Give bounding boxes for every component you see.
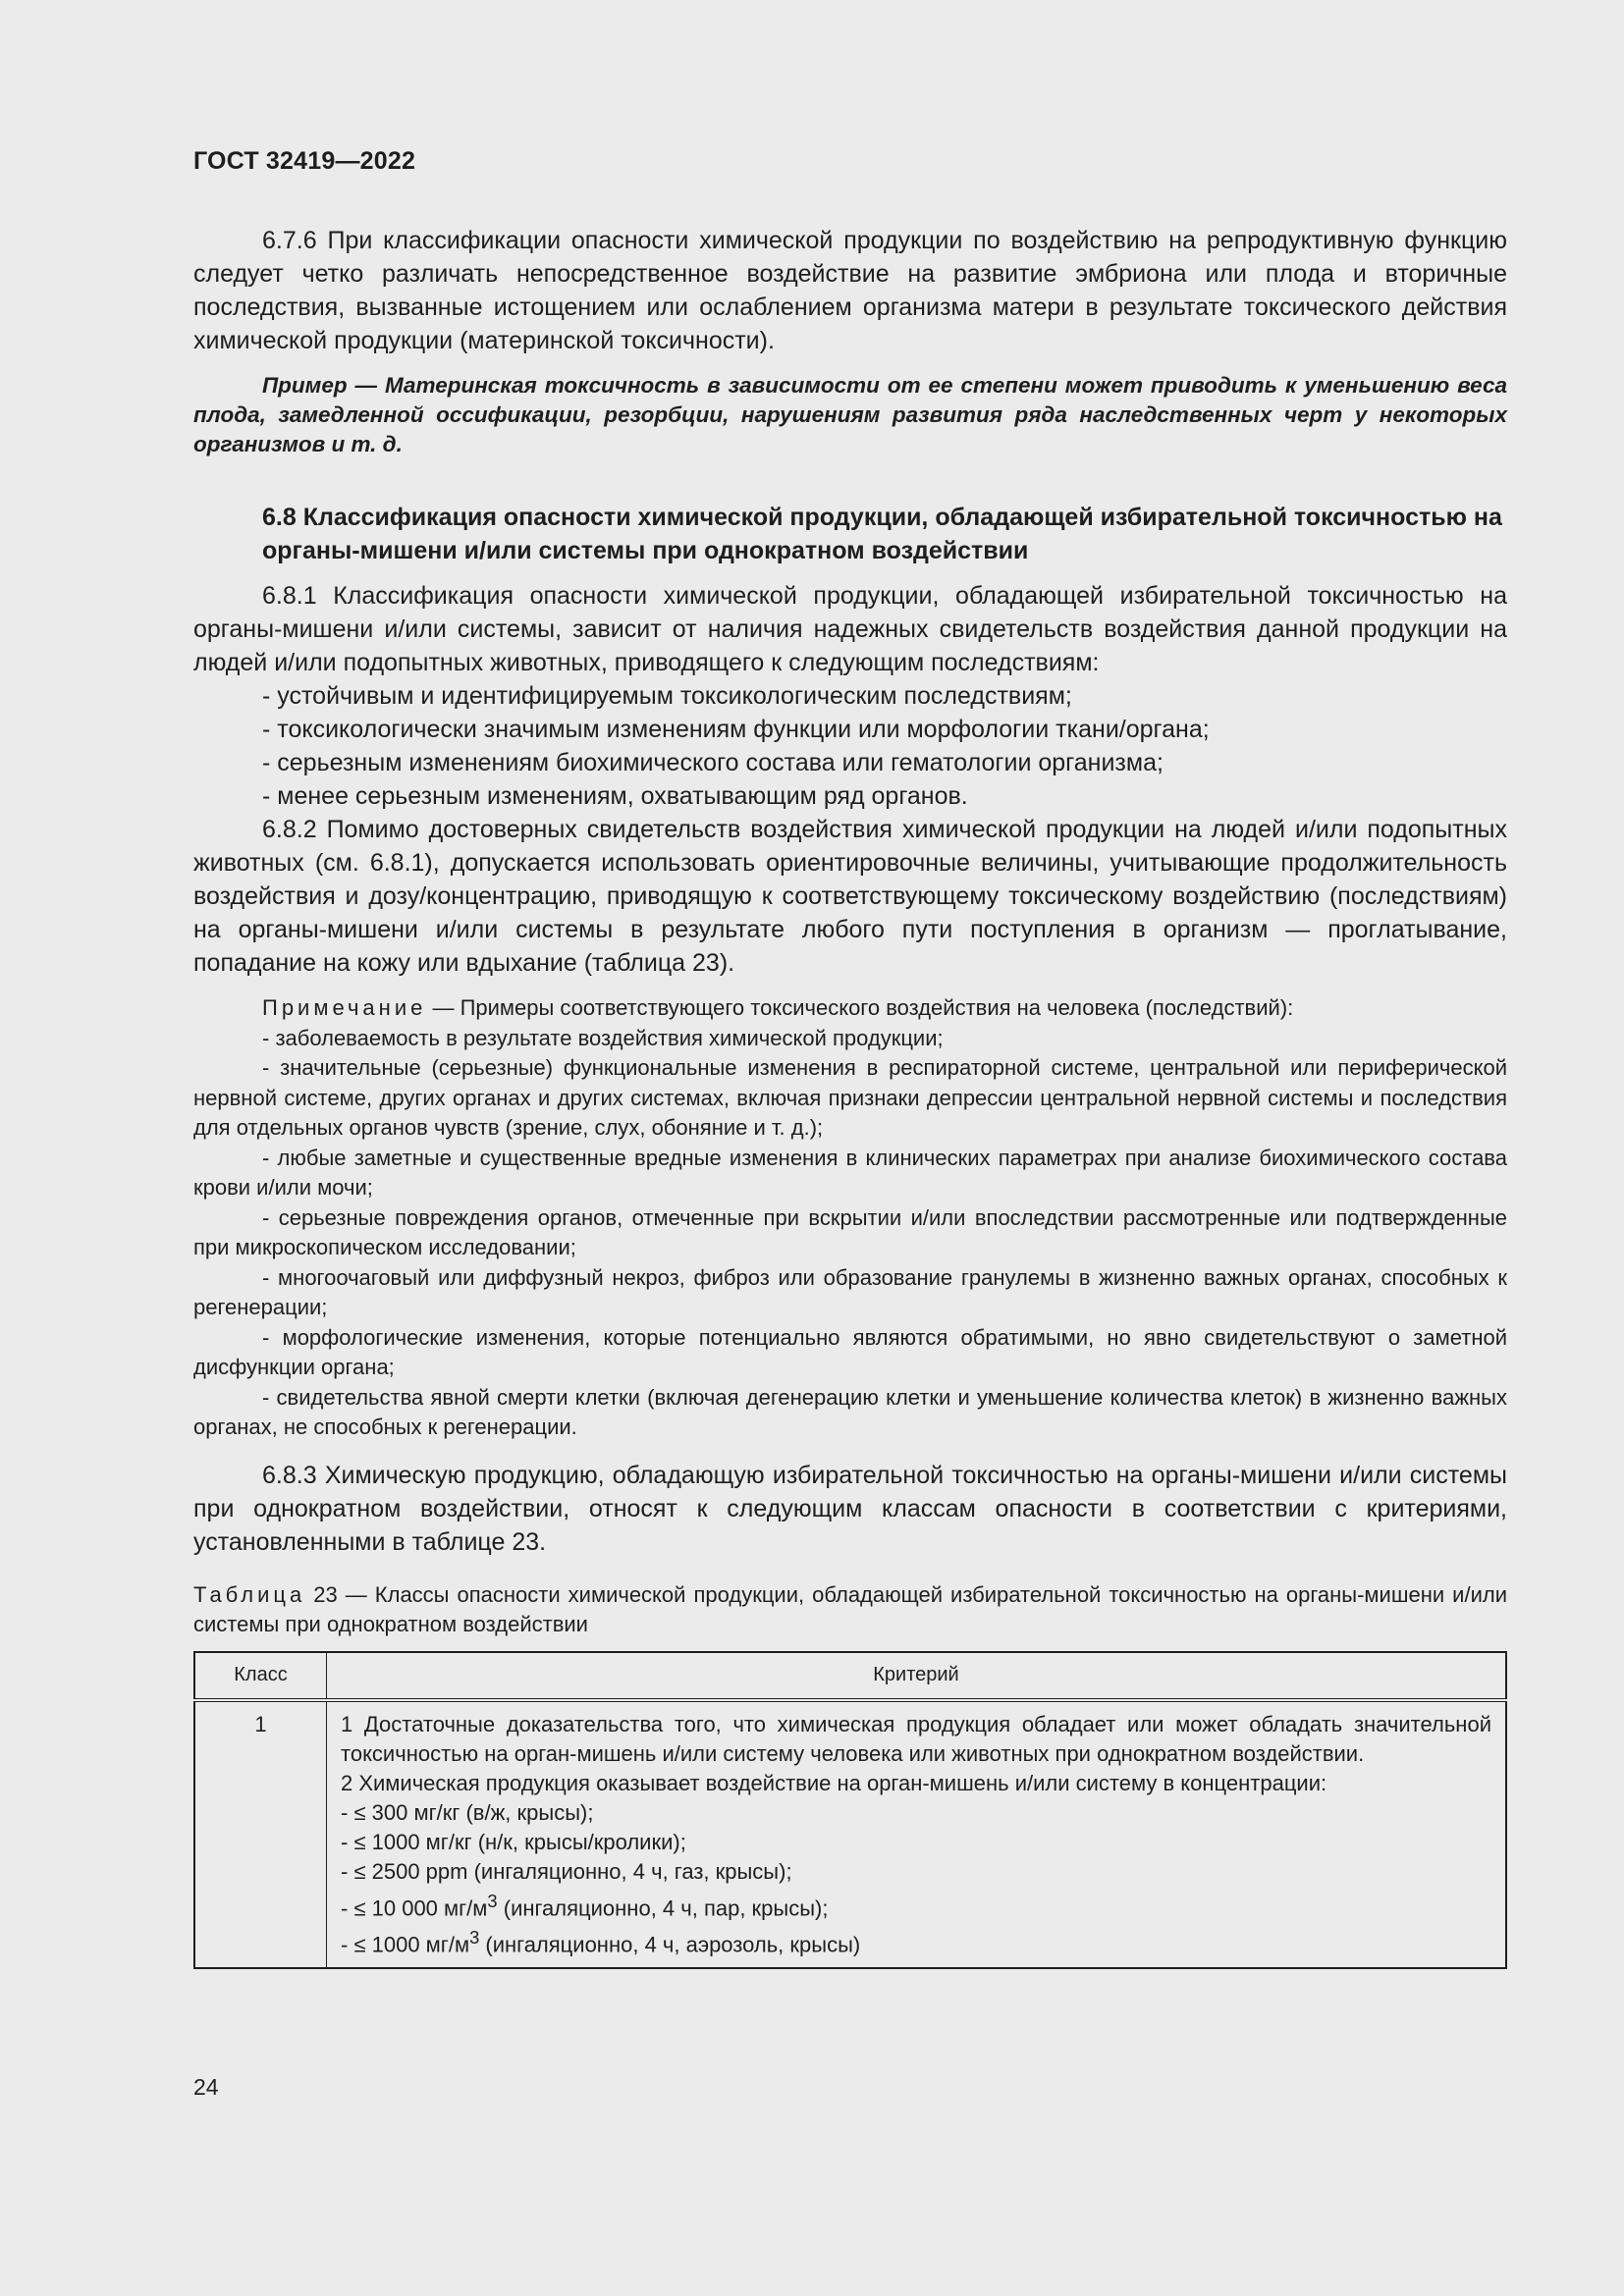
column-header-criterion: Критерий <box>327 1652 1507 1700</box>
paragraph-6-8-1: 6.8.1 Классификация опасности химической продукции, обладающей избирательной токсичностью на органы-мишени и/или системы, зависит от наличия надежных свидетельств воздействия данной продукции на людей и/или подопытных животных, приводящего к следующим последствиям: <box>193 582 1507 676</box>
criterion-item-text: - ≤ 1000 мг/м <box>341 1932 470 1957</box>
note-intro-text: — Примеры соответствующего токсического воздействия на человека (последствий): <box>426 995 1294 1020</box>
page-number: 24 <box>193 2074 219 2100</box>
note-label: Примечание <box>262 995 427 1020</box>
criterion-item-text: - ≤ 10 000 мг/м <box>341 1895 488 1920</box>
criterion-item-text: (ингаляционно, 4 ч, пар, крысы); <box>497 1895 829 1920</box>
list-item: - устойчивым и идентифицируемым токсикологическим последствиям; <box>262 682 1072 710</box>
table-header-row <box>194 1652 1506 1700</box>
list-item: - токсикологически значимым изменениям функции или морфологии ткани/органа; <box>262 716 1210 743</box>
example-maternal-toxicity: Пример — Материнская токсичность в зависимости от ее степени может приводить к уменьшению веса плода, замедленной оссификации, резорбции, нарушениям развития ряда наследственных черт у некоторых организмов и т. д. <box>193 373 1507 456</box>
cell-criterion <box>327 1700 1507 1969</box>
superscript: 3 <box>469 1926 480 1948</box>
note-intro <box>193 993 1507 1024</box>
criterion-item <box>341 1923 1491 1959</box>
column-header-class: Класс <box>194 1652 327 1700</box>
note-item: - заболеваемость в результате воздействия химической продукции; <box>262 1025 944 1050</box>
criterion-2: 2 Химическая продукция оказывает воздействие на орган-мишень и/или систему в концентрации: <box>341 1770 1327 1795</box>
criterion-item: - ≤ 2500 ppm (ингаляционно, 4 ч, газ, крысы); <box>341 1858 792 1884</box>
note-item: - морфологические изменения, которые потенциально являются обратимыми, но явно свидетельствуют о заметной дисфункции органа; <box>193 1324 1507 1379</box>
list-item: - серьезным изменениям биохимического состава или гематологии организма; <box>262 749 1164 776</box>
criterion-item: - ≤ 1000 мг/кг (н/к, крысы/кролики); <box>341 1829 686 1854</box>
paragraph-6-8-3: 6.8.3 Химическую продукцию, обладающую избирательной токсичностью на органы-мишени и/или системы при однократном воздействии, относят к следующим классам опасности в соответствии с критериями, установленными в таблице 23. <box>193 1461 1507 1556</box>
note-item: - многоочаговый или диффузный некроз, фиброз или образование гранулемы в жизненно важных органах, способных к регенерации; <box>193 1264 1507 1319</box>
note-block <box>193 993 1507 1443</box>
table-caption <box>193 1580 1507 1639</box>
cell-class: 1 <box>194 1700 327 1969</box>
criterion-1: 1 Достаточные доказательства того, что химическая продукция обладает или может обладать значительной токсичностью на орган-мишень и/или систему человека или животных при однократном воздействии. <box>341 1711 1491 1766</box>
paragraph-6-8-2: 6.8.2 Помимо достоверных свидетельств воздействия химической продукции на людей и/или подопытных животных (см. 6.8.1), допускается использовать ориентировочные величины, учитывающие продолжительность воздействия и дозу/концентрацию, приводящую к соответствующему токсическому воздействию (последствиям) на органы-мишени и/или системы в результате любого пути поступления в организм — проглатывание, попадание на кожу или вдыхание (таблица 23). <box>193 816 1507 977</box>
superscript: 3 <box>487 1890 498 1911</box>
note-item: - любые заметные и существенные вредные изменения в клинических параметрах при анализе биохимического состава крови и/или мочи; <box>193 1145 1507 1200</box>
note-item: - серьезные повреждения органов, отмеченные при вскрытии и/или впоследствии рассмотренные или подтвержденные при микроскопическом исследовании; <box>193 1204 1507 1259</box>
hazard-class-table <box>193 1651 1507 1970</box>
note-item: - свидетельства явной смерти клетки (включая дегенерацию клетки и уменьшение количества клеток) в жизненно важных органах, не способных к регенерации. <box>193 1384 1507 1439</box>
criterion-item: - ≤ 300 мг/кг (в/ж, крысы); <box>341 1799 594 1825</box>
paragraph-6-7-6: 6.7.6 При классификации опасности химической продукции по воздействию на репродуктивную функцию следует четко различать непосредственное воздействие на развитие эмбриона или плода и вторичные последствия, вызванные истощением или ослаблением организма матери в результате токсического действия химической продукции (материнской токсичности). <box>193 227 1507 354</box>
criterion-item-text: (ингаляционно, 4 ч, аэрозоль, крысы) <box>479 1932 861 1957</box>
table-row <box>194 1700 1506 1969</box>
list-item: - менее серьезным изменениям, охватывающим ряд органов. <box>262 782 968 810</box>
table-caption-label: Таблица <box>193 1581 306 1607</box>
note-item: - значительные (серьезные) функциональные изменения в респираторной системе, центральной или периферической нервной системе, других органах и других системах, включая признаки депрессии центральной нервной системы и последствия для отдельных органов чувств (зрение, слух, обоняние и т. д.); <box>193 1055 1507 1140</box>
list-6-8-1 <box>193 679 1507 813</box>
document-code: ГОСТ 32419—2022 <box>193 147 416 175</box>
section-heading-6-8: 6.8 Классификация опасности химической продукции, обладающей избирательной токсичностью на органы-мишени и/или системы при однократном воздействии <box>262 504 1502 564</box>
criterion-item <box>341 1887 1491 1923</box>
page-content <box>193 224 1507 1969</box>
table-caption-text: 23 — Классы опасности химической продукции, обладающей избирательной токсичностью на органы-мишени и/или системы при однократном воздействии <box>193 1581 1507 1636</box>
